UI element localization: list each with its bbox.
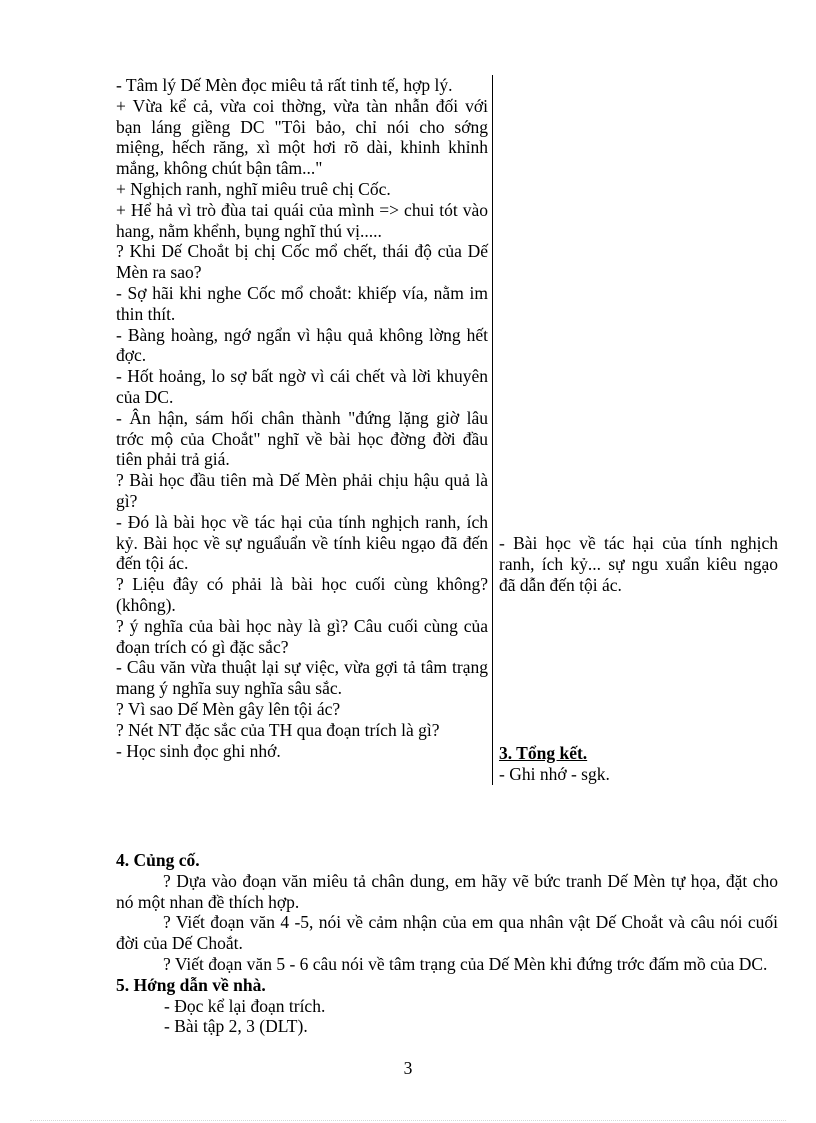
homework-item: - Đọc kể lại đoạn trích.: [164, 995, 326, 1016]
paragraph: - Sợ hãi khi nghe Cốc mổ choắt: khiếp vía, nằm im thin thít.: [116, 282, 488, 324]
paragraph: + Nghịch ranh, nghĩ miêu truê chị Cốc.: [116, 178, 391, 199]
page-edge: [30, 1120, 786, 1121]
question: ? Vì sao Dế Mèn gây lên tội ác?: [116, 698, 341, 719]
after-table-section: [116, 850, 778, 1037]
paragraph: + Hể hả vì trò đùa tai quái của mình => chui tót vào hang, nằm khểnh, bụng nghĩ thú vị.....: [116, 199, 488, 241]
question: ? ý nghĩa của bài học này là gì? Câu cuối cùng của đoạn trích có gì đặc sắc?: [116, 615, 488, 657]
homework-item: - Bài tập 2, 3 (DLT).: [164, 1016, 308, 1037]
paragraph: + Vừa kể cả, vừa coi thờng, vừa tàn nhẫn đối với bạn láng giềng DC "Tôi bảo, chỉ nói cho sớng miệng, hếch răng, xì một hơi rõ dài, khinh khỉnh mắng, không chút bận tâm...": [116, 95, 488, 179]
paragraph: - Câu văn vừa thuật lại sự việc, vừa gợi tả tâm trạng mang ý nghĩa suy nghĩa sâu sắc.: [116, 657, 488, 699]
paragraph: - Ân hận, sám hối chân thành "đứng lặng giờ lâu trớc mộ của Choắt" nghĩ về bài học đờng đời đầu tiên phải trả giá.: [116, 407, 488, 470]
lesson-summary: - Bài học về tác hại của tính nghịch ranh, ích kỷ... sự ngu xuẩn kiêu ngạo đã dẫn đến tội ác.: [499, 533, 778, 595]
teacher-student-activity-column: [116, 75, 493, 785]
page-number: 3: [403, 1058, 413, 1078]
paragraph: - Tâm lý Dế Mèn đọc miêu tả rất tinh tế, hợp lý.: [116, 75, 453, 95]
summary-heading: 3. Tổng kết.: [499, 743, 588, 764]
question: ? Bài học đầu tiên mà Dế Mèn phải chịu hậu quả là gì?: [116, 470, 488, 511]
paragraph: - Học sinh đọc ghi nhớ.: [116, 740, 281, 761]
question: ? Khi Dế Choắt bị chị Cốc mổ chết, thái độ của Dế Mèn ra sao?: [116, 241, 488, 283]
lesson-table: [116, 75, 778, 785]
consolidation-heading: 4. Củng cố.: [116, 850, 200, 870]
question: ? Liệu đây có phải là bài học cuối cùng không? (không).: [116, 574, 488, 615]
consolidation-item: ? Viết đoạn văn 4 -5, nói về cảm nhận của em qua nhân vật Dế Choắt và câu nói cuối đời của Dế Choắt.: [116, 912, 778, 954]
consolidation-item: ? Dựa vào đoạn văn miêu tả chân dung, em hãy vẽ bức tranh Dế Mèn tự họa, đặt cho nó một nhan đề thích hợp.: [116, 870, 778, 912]
paragraph: - Đó là bài học về tác hại của tính nghịch ranh, ích kỷ. Bài học về sự nguẩuẩn về tính kiêu ngạo đã đến đến tội ác.: [116, 511, 488, 574]
paragraph: - Bàng hoàng, ngớ ngẩn vì hậu quả không lờng hết đợc.: [116, 324, 488, 366]
homework-heading: 5. Hớng dẫn về nhà.: [116, 974, 266, 995]
summary-note: - Ghi nhớ - sgk.: [499, 764, 610, 785]
content-column: [493, 75, 778, 785]
question: ? Nét NT đặc sắc của TH qua đoạn trích là gì?: [116, 719, 440, 740]
consolidation-item: ? Viết đoạn văn 5 - 6 câu nói về tâm trạng của Dế Mèn khi đứng trớc đấm mồ của DC.: [163, 953, 768, 974]
paragraph: - Hốt hoảng, lo sợ bất ngờ vì cái chết và lời khuyên của DC.: [116, 366, 488, 407]
